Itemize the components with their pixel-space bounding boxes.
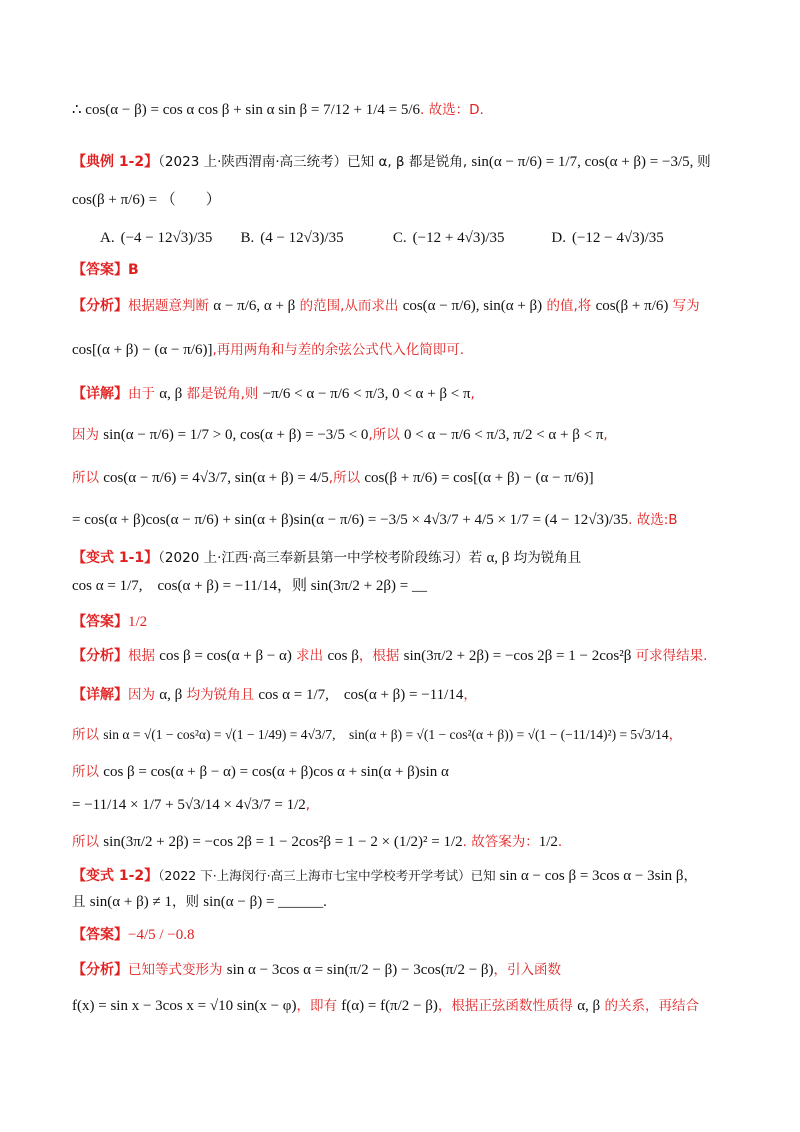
math-text: ∴ cos(α − β) = cos α cos β + sin α sin β = 7/12 + 1/4 = 5/6: [72, 102, 421, 118]
math-text: sin α − cos β = 3cos α − 3sin β: [499, 868, 684, 884]
option-value: (−12 + 4√3)/35: [412, 230, 505, 246]
option-d: [551, 228, 701, 248]
line-l19: [72, 795, 310, 815]
math-text: α, β: [486, 550, 510, 566]
option-label: C.: [392, 230, 407, 246]
analysis-text: 的范围,从而求出: [295, 298, 403, 314]
detail-text: 因为: [128, 687, 160, 703]
math-text: α, β: [159, 687, 183, 703]
analysis-text: 已知等式变形为: [128, 962, 227, 978]
math-text: cos β = cos(α + β − α) = cos(α + β)cos α + sin(α + β)sin α: [103, 764, 449, 780]
question-math: cos α = 1/7, cos(α + β) = −11/14，则 sin(3π/2 + 2β) = __: [72, 578, 427, 594]
math-text: = −11/14 × 1/7 + 5√3/14 × 4√3/7 = 1/2: [72, 797, 306, 813]
answer-value: 1/2: [128, 614, 148, 630]
math-text: cos β: [327, 648, 359, 664]
detail-text: 所以: [72, 764, 104, 780]
math-text: α, β: [159, 386, 183, 402]
detail-text: 所以: [72, 470, 104, 486]
detail-text: 所以: [72, 727, 104, 743]
math-text: sin(α − β) = ______.: [203, 894, 327, 910]
line-l13: [72, 576, 427, 596]
math-text: sin(α + β) ≠ 1: [89, 894, 172, 910]
analysis-tag: 【分析】: [72, 962, 128, 978]
line-l2: [72, 152, 711, 172]
problem-source: （2022 下·上海闵行·高三上海市七宝中学校考开学考试）已知: [158, 868, 500, 883]
line-l15: [72, 646, 707, 666]
answer-value: −4/5 / −0.8: [128, 927, 195, 943]
line-l7: [72, 340, 464, 360]
answer-tag: 【答案】: [72, 927, 128, 943]
line-l14: [72, 612, 147, 632]
math-text: cos[(α + β) − (α − π/6)]: [72, 342, 213, 358]
analysis-text: 根据: [128, 648, 160, 664]
math-text: cos α = 1/7, cos(α + β) = −11/14: [258, 687, 464, 703]
line-l18: [72, 762, 449, 782]
math-text: cos β = cos(α + β − α): [159, 648, 292, 664]
math-text: sin(α − π/6) = 1/7, cos(α + β) = −3/5,: [471, 154, 698, 170]
math-text: cos(β + π/6) = cos[(α + β) − (α − π/6)]: [364, 470, 594, 486]
analysis-text: 写为: [668, 298, 700, 314]
detail-text: ，: [463, 687, 477, 703]
detail-text: 所以: [72, 834, 104, 850]
analysis-text: 根据题意判断: [128, 298, 214, 314]
line-l24: [72, 960, 561, 980]
math-text: sin α − 3cos α = sin(π/2 − β) − 3cos(π/2 − β): [226, 962, 494, 978]
analysis-tag: 【分析】: [72, 648, 128, 664]
variant-tag: 【变式 1-2】: [72, 868, 159, 884]
math-text: cos(α − π/6), sin(α + β): [402, 298, 543, 314]
line-l11: [72, 510, 678, 530]
option-value: (−4 − 12√3)/35: [120, 230, 213, 246]
analysis-tag: 【分析】: [72, 298, 128, 314]
option-value: (−12 − 4√3)/35: [571, 230, 664, 246]
detail-text: .: [557, 834, 563, 850]
option-label: A.: [100, 230, 115, 246]
option-b: [240, 228, 384, 248]
line-l5: [72, 260, 139, 280]
answer-tag: 【答案】B: [72, 262, 139, 278]
line-l1: [72, 100, 484, 120]
line-l8: [72, 384, 475, 404]
problem-text: 则: [697, 154, 711, 170]
example-tag: 【典例 1-2】: [72, 154, 159, 170]
problem-text: ，: [683, 868, 698, 884]
detail-text: ,: [305, 797, 311, 813]
conclusion-text: . 故选：D.: [420, 102, 484, 118]
math-text: cos(α − π/6) = 4√3/7, sin(α + β) = 4/5: [103, 470, 329, 486]
option-a: [100, 228, 230, 248]
analysis-text: ，引入函数: [493, 962, 562, 978]
option-c: [393, 228, 543, 248]
analysis-text: 求出: [291, 648, 328, 664]
line-l20: [72, 832, 562, 852]
math-text: α − π/6, α + β: [213, 298, 296, 314]
math-text: −π/6 < α − π/6 < π/3, 0 < α + β < π: [262, 386, 471, 402]
analysis-text: 的值,将: [542, 298, 596, 314]
math-text: 1/2: [538, 834, 558, 850]
detail-text: ,所以: [368, 427, 405, 443]
math-text: cos(β + π/6): [595, 298, 669, 314]
line-l22: [72, 892, 327, 912]
detail-text: 都是锐角,则: [182, 386, 263, 402]
line-l12: [72, 548, 581, 568]
math-text: f(α) = f(π/2 − β): [341, 998, 438, 1014]
problem-text: 均为锐角且: [509, 550, 582, 566]
analysis-text: ,再用两角和与差的余弦公式代入化简即可.: [212, 342, 465, 358]
options-row: [100, 228, 701, 248]
analysis-text: ，根据正弦函数性质得: [437, 998, 578, 1014]
detail-text: ,所以: [328, 470, 365, 486]
problem-text: ，则: [171, 894, 204, 910]
detail-text: 由于: [128, 386, 160, 402]
question-math: cos(β + π/6) = （ ）: [72, 192, 221, 208]
detail-text: ，: [668, 727, 683, 743]
math-text: α, β: [577, 998, 601, 1014]
option-value: (4 − 12√3)/35: [260, 230, 344, 246]
answer-tag: 【答案】: [72, 614, 128, 630]
variant-tag: 【变式 1-1】: [72, 550, 159, 566]
line-l6: [72, 296, 700, 316]
math-text: 0 < α − π/6 < π/3, π/2 < α + β < π: [404, 427, 604, 443]
line-l25: [72, 996, 699, 1016]
detail-tag: 【详解】: [72, 687, 128, 703]
detail-text: 均为锐角且: [182, 687, 259, 703]
line-l23: [72, 925, 195, 945]
detail-text: 因为: [72, 427, 104, 443]
analysis-text: 的关系，再结合: [600, 998, 699, 1014]
math-text: sin(α − π/6) = 1/7 > 0, cos(α + β) = −3/5 < 0: [103, 427, 369, 443]
line-l3: [72, 190, 221, 210]
math-text: f(x) = sin x − 3cos x = √10 sin(x − φ): [72, 998, 297, 1014]
problem-source: （2023 上·陕西渭南·高三统考）已知 α, β 都是锐角,: [158, 154, 472, 170]
option-label: D.: [551, 230, 566, 246]
detail-text: ,: [603, 427, 608, 443]
line-l17: [72, 725, 682, 746]
line-l16: [72, 685, 477, 705]
analysis-text: ，即有: [296, 998, 342, 1014]
analysis-text: ，根据: [358, 648, 404, 664]
math-text: sin(3π/2 + 2β) = −cos 2β = 1 − 2cos²β = 1 − 2 × (1/2)² = 1/2: [103, 834, 463, 850]
analysis-text: 可求得结果.: [631, 648, 708, 664]
line-l9: [72, 425, 608, 445]
option-label: B.: [240, 230, 255, 246]
math-text: sin α = √(1 − cos²α) = √(1 − 1/49) = 4√3/7, sin(α + β) = √(1 − cos²(α + β)) = √(1 − (−11/14)²) = 5√3/14: [103, 727, 669, 742]
detail-text: ,: [470, 386, 475, 402]
line-l10: [72, 468, 594, 488]
problem-text: 且: [72, 894, 90, 910]
detail-tag: 【详解】: [72, 386, 128, 402]
problem-source: （2020 上·江西·高三奉新县第一中学校考阶段练习）若: [158, 550, 487, 566]
math-text: sin(3π/2 + 2β) = −cos 2β = 1 − 2cos²β: [403, 648, 632, 664]
line-l21: [72, 866, 697, 886]
conclusion-text: . 故选:B: [628, 512, 678, 528]
conclusion-text: . 故答案为：: [462, 834, 539, 850]
math-text: = cos(α + β)cos(α − π/6) + sin(α + β)sin(α − π/6) = −3/5 × 4√3/7 + 4/5 × 1/7 = (4 − 12√3)/35: [72, 512, 629, 528]
